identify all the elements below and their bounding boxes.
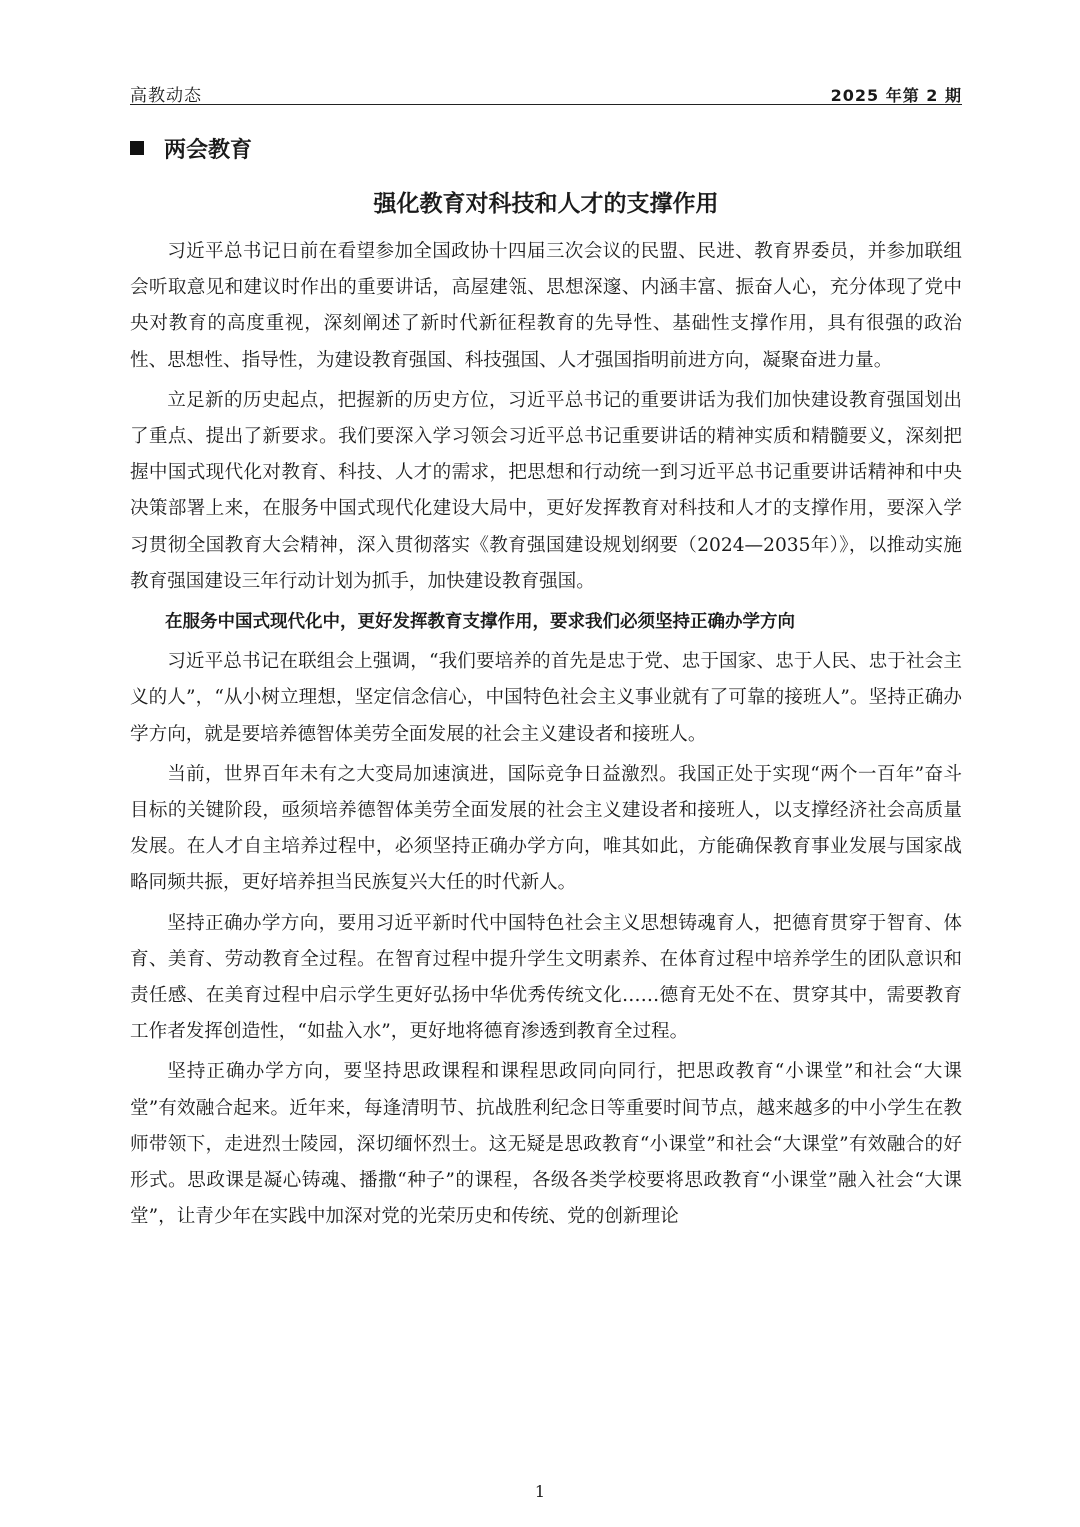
paragraph: 习近平总书记在联组会上强调，“我们要培养的首先是忠于党、忠于国家、忠于人民、忠于社会主义的人”，“从小树立理想，坚定信念信心，中国特色社会主义事业就有了可靠的接班人”。坚持正确办学方向，就是要培养德智体美劳全面发展的社会主义建设者和接班人。	[130, 651, 962, 745]
paragraph: 习近平总书记日前在看望参加全国政协十四届三次会议的民盟、民进、教育界委员，并参加联组会听取意见和建议时作出的重要讲话，高屋建瓴、思想深邃、内涵丰富、振奋人心，充分体现了党中央对教育的高度重视，深刻阐述了新时代新征程教育的先导性、基础性支撑作用，具有很强的政治性、思想性、指导性，为建设教育强国、科技强国、人才强国指明前进方向，凝聚奋进力量。	[130, 241, 962, 371]
paragraph: 坚持正确办学方向，要用习近平新时代中国特色社会主义思想铸魂育人，把德育贯穿于智育、体育、美育、劳动教育全过程。在智育过程中提升学生文明素养、在体育过程中培养学生的团队意识和责任感、在美育过程中启示学生更好弘扬中华优秀传统文化……德育无处不在、贯穿其中，需要教育工作者发挥创造性，“如盐入水”，更好地将德育渗透到教育全过程。	[130, 912, 962, 1043]
black-square-icon	[130, 141, 144, 155]
header-issue-number: 2025 年第 2 期	[830, 86, 962, 105]
header-divider	[130, 104, 962, 105]
article-body	[130, 234, 962, 1239]
article-title: 强化教育对科技和人才的支撑作用	[373, 191, 719, 217]
section-heading	[130, 128, 252, 168]
subheading: 在服务中国式现代化中，更好发挥教育支撑作用，要求我们必须坚持正确办学方向	[165, 612, 795, 633]
paragraph: 立足新的历史起点，把握新的历史方位，习近平总书记的重要讲话为我们加快建设教育强国划出了重点、提出了新要求。我们要深入学习领会习近平总书记重要讲话的精神实质和精髓要义，深刻把握中国式现代化对教育、科技、人才的需求，把思想和行动统一到习近平总书记重要讲话精神和中央决策部署上来，在服务中国式现代化建设大局中，更好发挥教育对科技和人才的支撑作用，要深入学习贯彻全国教育大会精神，深入贯彻落实《教育强国建设规划纲要（2024—2035年）》，以推动实施教育强国建设三年行动计划为抓手，加快建设教育强国。	[130, 389, 962, 592]
header-publication-name: 高教动态	[130, 86, 202, 106]
page-number: 1	[534, 1482, 546, 1501]
paragraph: 坚持正确办学方向，要坚持思政课程和课程思政同向同行，把思政教育“小课堂”和社会“大课堂”有效融合起来。近年来，每逢清明节、抗战胜利纪念日等重要时间节点，越来越多的中小学生在教师带领下，走进烈士陵园，深切缅怀烈士。这无疑是思政教育“小课堂”和社会“大课堂”有效融合的好形式。思政课是凝心铸魂、播撒“种子”的课程，各级各类学校要将思政教育“小课堂”融入社会“大课堂”，让青少年在实践中加深对党的光荣历史和传统、党的创新理论	[130, 1061, 962, 1228]
section-label: 两会教育	[164, 137, 253, 163]
running-header	[130, 78, 962, 106]
paragraph: 当前，世界百年未有之大变局加速演进，国际竞争日益激烈。我国正处于实现“两个一百年”奋斗目标的关键阶段，亟须培养德智体美劳全面发展的社会主义建设者和接班人，以支撑经济社会高质量发展。在人才自主培养过程中，必须坚持正确办学方向，唯其如此，方能确保教育事业发展与国家战略同频共振，更好培养担当民族复兴大任的时代新人。	[130, 763, 962, 894]
